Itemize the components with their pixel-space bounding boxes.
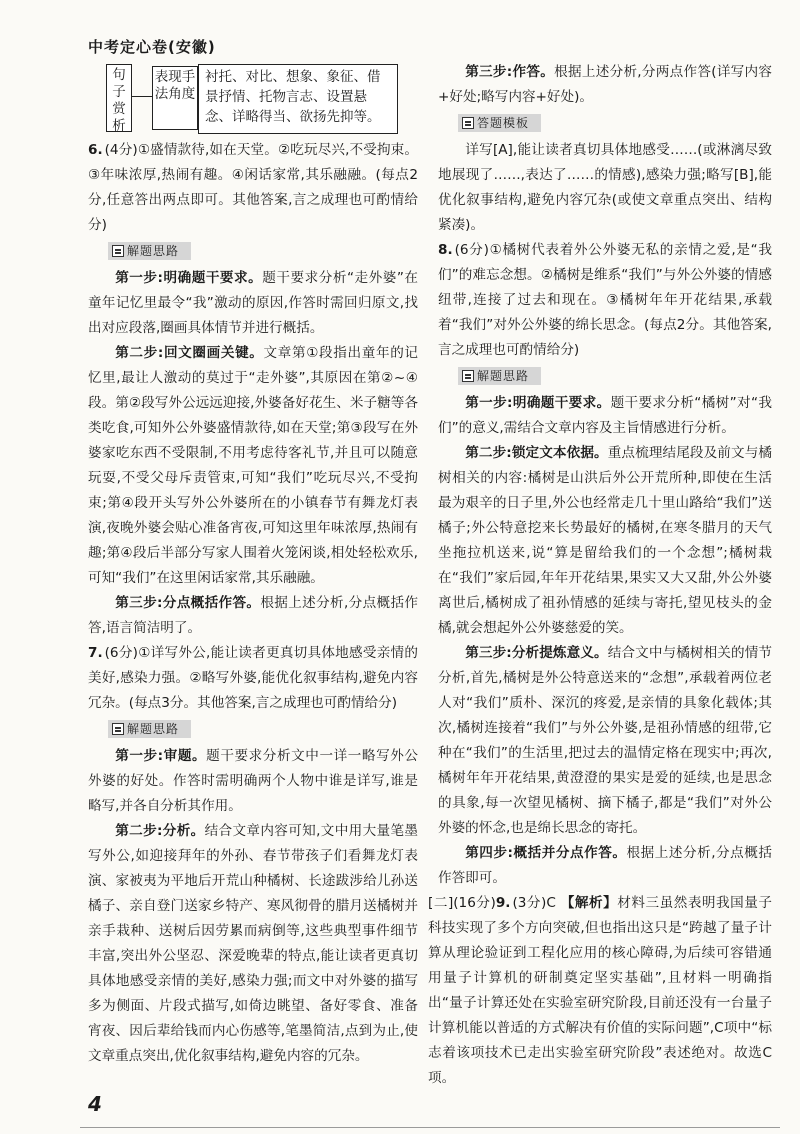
q7-answer-text: (6分)①详写外公,能让读者更真切具体地感受亲情的美好,感染力强。②略写外婆,能优化叙事结构,避免内容冗杂。(每点3分。其他答案,言之成理也可酌情给分) xyxy=(88,645,418,711)
note-icon xyxy=(462,370,474,382)
q7-step1-text: 题干要求分析文中一详一略写外公外婆的好处。作答时需明确两个人物中谁是详写,谁是略写,并各自分析其作用。 xyxy=(88,748,418,814)
book-icon xyxy=(462,117,474,129)
q8-step1-text: 题干要求分析“橘树”对“我们”的意义,需结合文章内容及主旨情感进行分析。 xyxy=(438,395,772,436)
q8-step2 xyxy=(438,441,772,641)
q9-analysis-label: 【解析】 xyxy=(560,895,618,911)
q9-answer xyxy=(428,891,772,1091)
q6-tag-label: 解题思路 xyxy=(127,244,180,258)
diagram-connector xyxy=(132,96,152,97)
note-icon xyxy=(112,245,124,257)
q6-step1-text: 题干要求分析“走外婆”在童年记忆里最令“我”激动的原因,作答时需回归原文,找出对应段落,圈画具体情节并进行概括。 xyxy=(88,270,418,336)
technique-diagram xyxy=(88,56,418,138)
q7-step2-text: 结合文章内容可知,文中用大量笔墨写外公,如迎接拜年的外孙、春节带孩子们看舞龙灯表演、家被夷为平地后开荒山种橘树、长途跋涉给儿孙送橘子、亲自登门送家乡特产、寒风彻骨的腊月送橘树并亲手栽种、送树后因劳累而病倒等,这些典型事件细节丰富,突出外公坚忍、深爱晚辈的特点,能让读者更真切具体地感受亲情的美好,感染力强;而文中对外婆的描写多为侧面、片段式描写,如倚边眺望、备好零食、准备宵夜、因后辈给钱而内心伤感等,笔墨简洁,点到为止,使文章重点突出,优化叙事结构,避免内容的冗杂。 xyxy=(88,823,419,1064)
q8-step4-text: 根据上述分析,分点概括作答即可。 xyxy=(438,845,773,886)
left-column xyxy=(88,56,418,1069)
q8-tag xyxy=(458,367,541,385)
q7-step2 xyxy=(88,819,418,1069)
q9-number: 9. xyxy=(495,895,511,911)
q8-tag-label: 解题思路 xyxy=(477,369,530,383)
right-column xyxy=(428,60,773,1091)
q8-step1 xyxy=(438,391,772,441)
q7-step3-text: 根据上述分析,分两点作答(详写内容+好处;略写内容+好处)。 xyxy=(438,64,773,105)
q7-tag xyxy=(108,720,191,738)
page-header: 中考定心卷(安徽) xyxy=(88,38,216,56)
footer-rule xyxy=(80,1127,780,1128)
q6-step1-label: 第一步:明确题干要求。 xyxy=(115,270,263,286)
q6-step2 xyxy=(88,341,418,591)
q6-number: 6. xyxy=(88,142,103,158)
answer-template: 详写[A],能让读者真切具体地感受……(或淋漓尽致地展现了……,表达了……的情感),感染力强;略写[B],能优化叙事结构,避免内容冗杂(或使文章重点突出、结构紧凑)。 xyxy=(438,142,772,233)
q8-step2-label: 第二步:锁定文本依据。 xyxy=(465,445,608,461)
q7-step1 xyxy=(88,744,418,819)
q8-step3-label: 第三步:分析提炼意义。 xyxy=(465,645,608,661)
q7-number: 7. xyxy=(88,645,103,661)
q8-step4-label: 第四步:概括并分点作答。 xyxy=(465,845,627,861)
q8-answer-text: (6分)①橘树代表着外公外婆无私的亲情之爱,是“我们”的难忘念想。②橘树是维系“我们”与外公外婆的情感纽带,连接了过去和现在。③橘树年年开花结果,承载着“我们”对外公外婆的绵长思念。(每点2分。其他答案,言之成理也可酌情给分) xyxy=(438,242,772,358)
q7-step1-label: 第一步:审题。 xyxy=(115,748,207,764)
q9-analysis-text: 材料三虽然表明我国量子科技实现了多个方向突破,但也指出这只是“跨越了量子计算从理论验证到工程化应用的核心障碍,为后续可容错通用量子计算机的研制奠定坚实基础”,且材料一明确指出“量子计算还处在实验室研究阶段,目前还没有一台量子计算机能以普适的方式解决有价值的实际问题”,C项中“标志着该项技术已走出实验室研究阶段”表述绝对。故选C项。 xyxy=(428,895,773,1086)
q6-step3-text: 根据上述分析,分点概括作答,语言简洁明了。 xyxy=(88,595,418,636)
q8-step2-text: 重点梳理结尾段及前文与橘树相关的内容:橘树是山洪后外公开荒所种,即使在生活最为艰辛的日子里,外公也经常走几十里山路给“我们”送橘子;外公特意挖来长势最好的橘树,在寒冬腊月的天气坐拖拉机送来,说“算是留给我们的一个念想”;橘树栽在“我们”家后园,年年开花结果,果实又大又甜,外公外婆离世后,橘树成了祖孙情感的延续与寄托,望见枝头的金橘,就会想起外公外婆慈爱的笑。 xyxy=(438,445,772,636)
q7-step3-label: 第三步:作答。 xyxy=(465,64,555,80)
q6-step2-label: 第二步:回文圈画关键。 xyxy=(115,345,264,361)
diagram-box-techniques-list: 衬托、对比、想象、象征、借景抒情、托物言志、设置悬念、详略得当、欲扬先抑等。 xyxy=(198,64,398,134)
q6-answer-text: (4分)①盛情款待,如在天堂。②吃玩尽兴,不受拘束。③年味浓厚,热闹有趣。④闲话家常,其乐融融。(每点2分,任意答出两点即可。其他答案,言之成理也可酌情给分) xyxy=(88,142,418,233)
q7-answer xyxy=(88,641,418,716)
diagram-box-sentence-appreciation: 句子赏析 xyxy=(106,64,132,132)
q8-step1-label: 第一步:明确题干要求。 xyxy=(465,395,611,411)
template-tag xyxy=(458,114,541,132)
q6-tag xyxy=(108,242,191,260)
diagram-box-technique-angle: 表现手法角度 xyxy=(152,66,198,130)
q6-step2-text: 文章第①段指出童年的记忆里,最让人激动的莫过于“走外婆”,其原因在第②~④段。第②段写外公远远迎接,外婆备好花生、米子糖等各类吃食,可知外公外婆盛情款待,如在天堂;第③段写在外婆家吃东西不受限制,不用考虑待客礼节,并且可以随意玩耍,不受父母斥责管束,可知“我们”吃玩尽兴,不受拘束;第④段开头写外公外婆所在的小镇春节有舞龙灯表演,夜晚外婆会贴心准备宵夜,可知这里年味浓厚,热闹有趣;第④段后半部分写家人围着火笼闲谈,相处轻松欢乐,可知“我们”在这里闲话家常,其乐融融。 xyxy=(88,345,419,586)
q6-step1 xyxy=(88,266,418,341)
q7-tag-label: 解题思路 xyxy=(127,722,180,736)
q8-answer xyxy=(438,238,772,363)
q9-section: [二](16分) xyxy=(428,895,496,911)
template-tag-label: 答题模板 xyxy=(477,116,530,130)
q8-step3-text: 结合文中与橘树相关的情节分析,首先,橘树是外公特意送来的“念想”,承载着两位老人对“我们”质朴、深沉的疼爱,是亲情的具象化载体;其次,橘树连接着“我们”与外公外婆,是祖孙情感的纽带,它种在“我们”的生活里,把过去的温情定格在现实中;再次,橘树年年开花结果,黄澄澄的果实是爱的延续,也是思念的具象,每一次望见橘树、摘下橘子,都是“我们”对外公外婆的怀念,也是绵长思念的寄托。 xyxy=(438,645,772,836)
q8-step4 xyxy=(438,841,772,891)
q6-step3-label: 第三步:分点概括作答。 xyxy=(115,595,261,611)
q8-number: 8. xyxy=(438,242,453,258)
q6-step3 xyxy=(88,591,418,641)
q7-step3 xyxy=(438,60,772,110)
q7-step2-label: 第二步:分析。 xyxy=(115,823,205,839)
q6-answer xyxy=(88,138,418,238)
page-number: 4 xyxy=(88,1092,102,1116)
q9-answer-head: (3分)C xyxy=(512,895,556,911)
q8-step3 xyxy=(438,641,772,841)
note-icon xyxy=(112,723,124,735)
